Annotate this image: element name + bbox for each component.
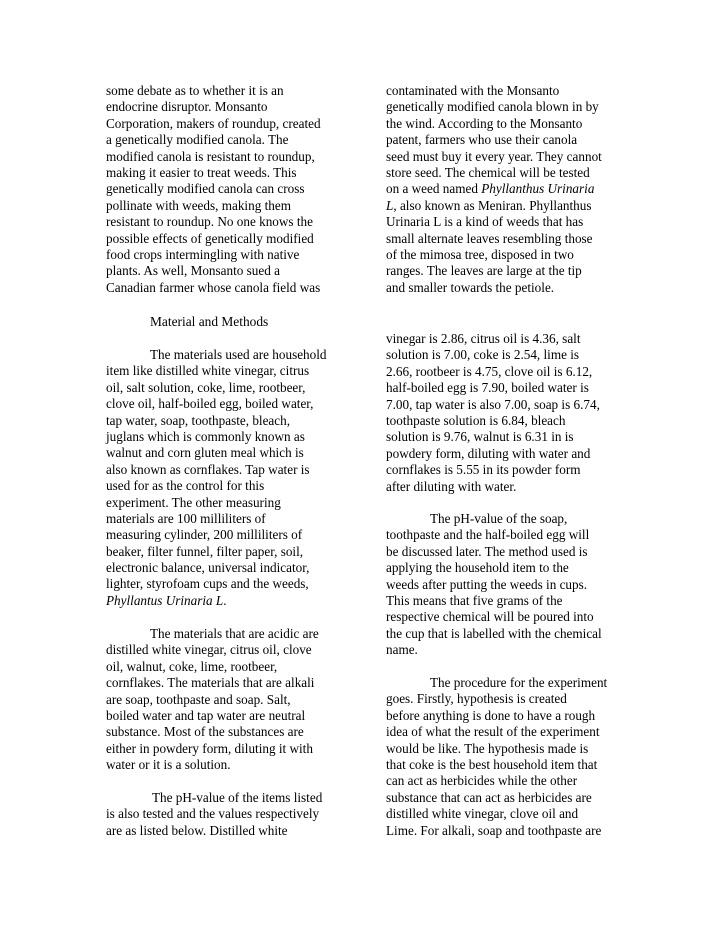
text-line: before anything is done to have a rough [386,707,596,723]
text-line: powdery form, diluting with water and [386,445,591,461]
text-line: Urinaria L is a kind of weeds that has [386,214,584,230]
left-paragraph-3 [106,626,346,774]
text-line: possible effects of genetically modified [106,230,314,246]
text-line: Canadian farmer whose canola field was [106,279,321,295]
text-line: solution is 9.76, walnut is 6.31 in is [386,429,574,445]
text-line: cornflakes. The materials that are alkali [106,675,315,691]
text-line: after diluting with water. [386,478,517,494]
text-line: The materials used are household [150,347,327,362]
text-line [106,593,346,609]
text-line: plants. As well, Monsanto sued a [106,263,280,279]
text-line: either in powdery form, diluting it with [106,740,313,756]
text-line: applying the household item to the [386,560,569,576]
text-line: toothpaste solution is 6.84, bleach [386,412,566,428]
text-line: clove oil, half-boiled egg, boiled water, [106,396,314,412]
text-line: that coke is the best household item that [386,756,598,772]
text-line: modified canola is resistant to roundup, [106,148,315,164]
text-line: small alternate leaves resembling those [386,230,593,246]
text-line: endocrine disruptor. Monsanto [106,99,268,115]
text-line: tap water, soap, toothpaste, bleach, [106,412,291,428]
text-line: also known as cornflakes. Tap water is [106,461,310,477]
text-line: of the mimosa tree, disposed in two [386,246,574,262]
text-segment: on a weed named [386,181,482,197]
species-name: Phyllanthus Urinaria [481,181,595,197]
left-paragraph-2 [106,347,346,609]
text-line: the cup that is labelled with the chemical [386,625,602,641]
text-line: contaminated with the Monsanto [386,83,560,98]
section-heading: Material and Methods [150,314,269,329]
text-line: boiled water and tap water are neutral [106,707,306,723]
species-name: Phyllantus Urinaria L [106,592,224,608]
text-line: measuring cylinder, 200 milliliters of [106,527,303,543]
text-line: goes. Firstly, hypothesis is created [386,691,567,707]
text-line: pollinate with weeds, making them [106,197,291,213]
species-authority: L [386,197,394,213]
text-line: distilled white vinegar, clove oil and [386,806,579,822]
text-line: food crops intermingling with native [106,246,300,262]
text-line: store seed. The chemical will be tested [386,164,590,180]
right-paragraph-3 [386,511,624,659]
left-paragraph-4 [106,790,346,839]
text-line: vinegar is 2.86, citrus oil is 4.36, salt [386,331,581,346]
text-line: patent, farmers who use their canola [386,132,578,148]
text-line: making it easier to treat weeds. This [106,164,297,180]
right-paragraph-2 [386,331,624,495]
text-line: Lime. For alkali, soap and toothpaste are [386,822,602,838]
text-line: are soap, toothpaste and soap. Salt, [106,691,291,707]
right-paragraph-1 [386,83,624,296]
text-line: substance that can act as herbicides are [386,789,592,805]
text-line: The procedure for the experiment [430,675,608,690]
text-line: Corporation, makers of roundup, created [106,115,321,131]
text-line [386,181,624,197]
text-line: oil, salt solution, coke, lime, rootbeer, [106,379,306,395]
text-line: name. [386,642,418,658]
text-line: The pH-value of the soap, [430,511,568,526]
text-line: lighter, styrofoam cups and the weeds, [106,576,309,592]
text-line: juglans which is commonly known as [106,428,305,444]
text-line: half-boiled egg is 7.90, boiled water is [386,380,589,396]
text-line: substance. Most of the substances are [106,724,304,740]
text-line: can act as herbicides while the other [386,773,578,789]
text-line: a genetically modified canola. The [106,132,289,148]
text-line: is also tested and the values respectively [106,806,320,822]
left-paragraph-1 [106,83,346,296]
text-line: genetically modified canola can cross [106,181,305,197]
text-line: the wind. According to the Monsanto [386,115,583,131]
text-line: electronic balance, universal indicator, [106,560,310,576]
text-line: resistant to roundup. No one knows the [106,214,313,230]
text-line: ranges. The leaves are large at the tip [386,263,582,279]
text-line: some debate as to whether it is an [106,83,284,98]
right-paragraph-4 [386,675,624,839]
text-line: be discussed later. The method used is [386,543,588,559]
text-line: are as listed below. Distilled white [106,822,288,838]
text-line: item like distilled white vinegar, citrus [106,363,310,379]
text-line: respective chemical will be poured into [386,609,594,625]
text-line: and smaller towards the petiole. [386,279,555,295]
text-line: idea of what the result of the experiment [386,724,600,740]
text-line: would be like. The hypothesis made is [386,740,589,756]
text-line: distilled white vinegar, citrus oil, clove [106,642,312,658]
punctuation: . [223,592,227,608]
text-line: weeds after putting the weeds in cups. [386,576,588,592]
text-line: genetically modified canola blown in by [386,99,599,115]
text-line: The pH-value of the items listed [152,790,323,805]
text-line: walnut and corn gluten meal which is [106,445,304,461]
text-line: water or it is a solution. [106,757,231,773]
text-line [386,198,624,214]
text-line: toothpaste and the half-boiled egg will [386,527,590,543]
text-line: beaker, filter funnel, filter paper, soil, [106,543,304,559]
text-line: solution is 7.00, coke is 2.54, lime is [386,347,580,363]
text-line: seed must buy it every year. They cannot [386,148,602,164]
text-line: used for as the control for this [106,478,265,494]
text-line: The materials that are acidic are [150,626,319,641]
left-column [106,83,346,296]
text-line: materials are 100 milliliters of [106,510,266,526]
left-heading-block [106,314,346,330]
text-line: experiment. The other measuring [106,494,281,510]
text-line: cornflakes is 5.55 in its powder form [386,462,581,478]
text-line: 2.66, rootbeer is 4.75, clove oil is 6.12, [386,363,593,379]
text-line: This means that five grams of the [386,592,563,608]
text-line: 7.00, tap water is also 7.00, soap is 6.74, [386,396,600,412]
text-segment: , also known as Meniran. Phyllanthus [393,197,592,213]
text-line: oil, walnut, coke, lime, rootbeer, [106,658,278,674]
